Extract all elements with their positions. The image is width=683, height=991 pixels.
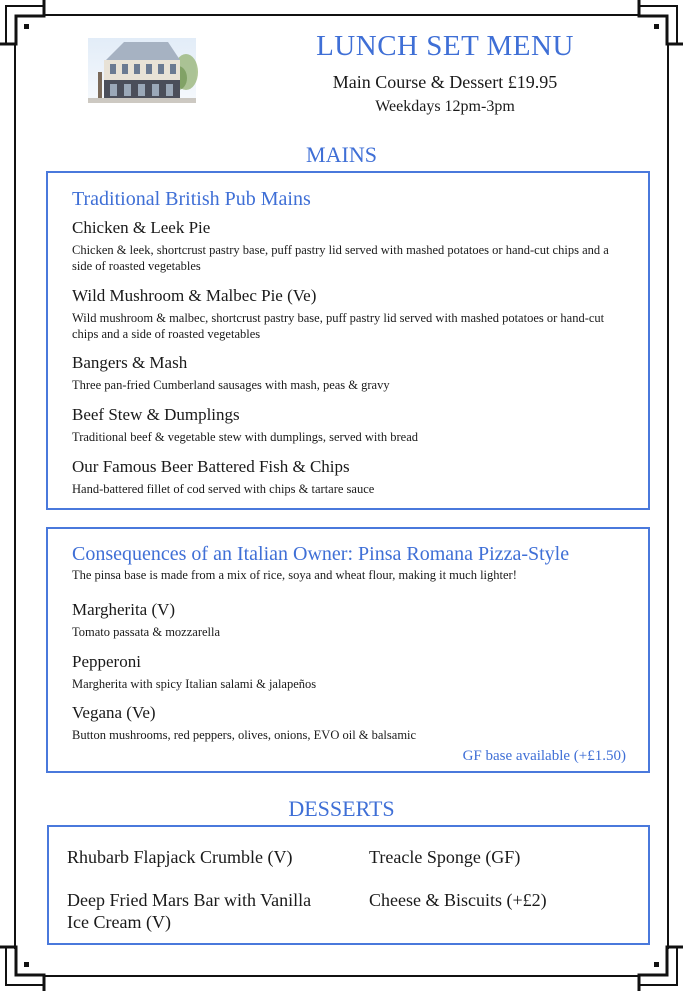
- dish-item: [72, 218, 612, 274]
- dish-item: [72, 703, 612, 743]
- pub-mains-title: Traditional British Pub Mains: [72, 188, 311, 210]
- desserts-heading: DESSERTS: [288, 796, 395, 821]
- dessert-item: Treacle Sponge (GF): [369, 847, 521, 867]
- gf-base-note: GF base available (+£1.50): [462, 748, 626, 764]
- dish-name: Wild Mushroom & Malbec Pie (Ve): [72, 286, 317, 305]
- corner-ornament-bottom-right-icon: [637, 945, 683, 991]
- menu-price-line: Main Course & Dessert £19.95: [332, 72, 558, 92]
- frame-bottom-edge: [44, 975, 639, 977]
- dish-description: Tomato passata & mozzarella: [72, 625, 221, 639]
- dish-name: Beef Stew & Dumplings: [72, 405, 240, 424]
- pinsa-note: The pinsa base is made from a mix of rice, soya and wheat flour, making it much lighter!: [72, 568, 517, 582]
- dish-name: Our Famous Beer Battered Fish & Chips: [72, 457, 350, 476]
- pub-building-illustration-icon: [84, 32, 200, 108]
- dish-item: [72, 652, 612, 692]
- menu-title: LUNCH SET MENU: [316, 30, 574, 62]
- dish-item: [72, 600, 612, 640]
- mains-heading: MAINS: [306, 142, 377, 167]
- dish-item: [72, 286, 612, 342]
- dish-name: Chicken & Leek Pie: [72, 218, 211, 237]
- dish-name: Pepperoni: [72, 652, 141, 671]
- pinsa-title: Consequences of an Italian Owner: Pinsa Romana Pizza-Style: [72, 543, 570, 565]
- frame-top-edge: [44, 14, 639, 16]
- corner-ornament-top-left-icon: [0, 0, 46, 46]
- dish-description: Hand-battered fillet of cod served with chips & tartare sauce: [72, 482, 375, 496]
- dish-description: Traditional beef & vegetable stew with dumplings, served with bread: [72, 430, 418, 444]
- dish-item: [72, 353, 612, 393]
- dish-name: Vegana (Ve): [72, 703, 156, 722]
- dessert-item: Cheese & Biscuits (+£2): [369, 890, 547, 910]
- dish-item: [72, 405, 612, 445]
- corner-ornament-top-right-icon: [637, 0, 683, 46]
- dish-description: Margherita with spicy Italian salami & jalapeños: [72, 677, 317, 691]
- dessert-item: Rhubarb Flapjack Crumble (V): [67, 847, 293, 867]
- menu-hours: Weekdays 12pm-3pm: [375, 98, 515, 115]
- corner-ornament-bottom-left-icon: [0, 945, 46, 991]
- pub-mains-box: [46, 171, 650, 510]
- dish-description: Chicken & leek, shortcrust pastry base, puff pastry lid served with mashed potatoes or hand-cut chips and a side of roasted vegetables: [72, 243, 609, 273]
- dessert-item: Deep Fried Mars Bar with Vanilla Ice Cream (V): [67, 890, 312, 932]
- dish-description: Three pan-fried Cumberland sausages with mash, peas & gravy: [72, 378, 390, 392]
- dish-name: Margherita (V): [72, 600, 176, 619]
- dish-name: Bangers & Mash: [72, 353, 188, 372]
- dish-description: Button mushrooms, red peppers, olives, onions, EVO oil & balsamic: [72, 728, 417, 742]
- desserts-box: [47, 825, 650, 945]
- dish-item: [72, 457, 612, 497]
- dish-description: Wild mushroom & malbec, shortcrust pastry base, puff pastry lid served with mashed potatoes or hand-cut chips and a side of roasted vegetables: [72, 311, 605, 341]
- pinsa-box: [46, 527, 650, 773]
